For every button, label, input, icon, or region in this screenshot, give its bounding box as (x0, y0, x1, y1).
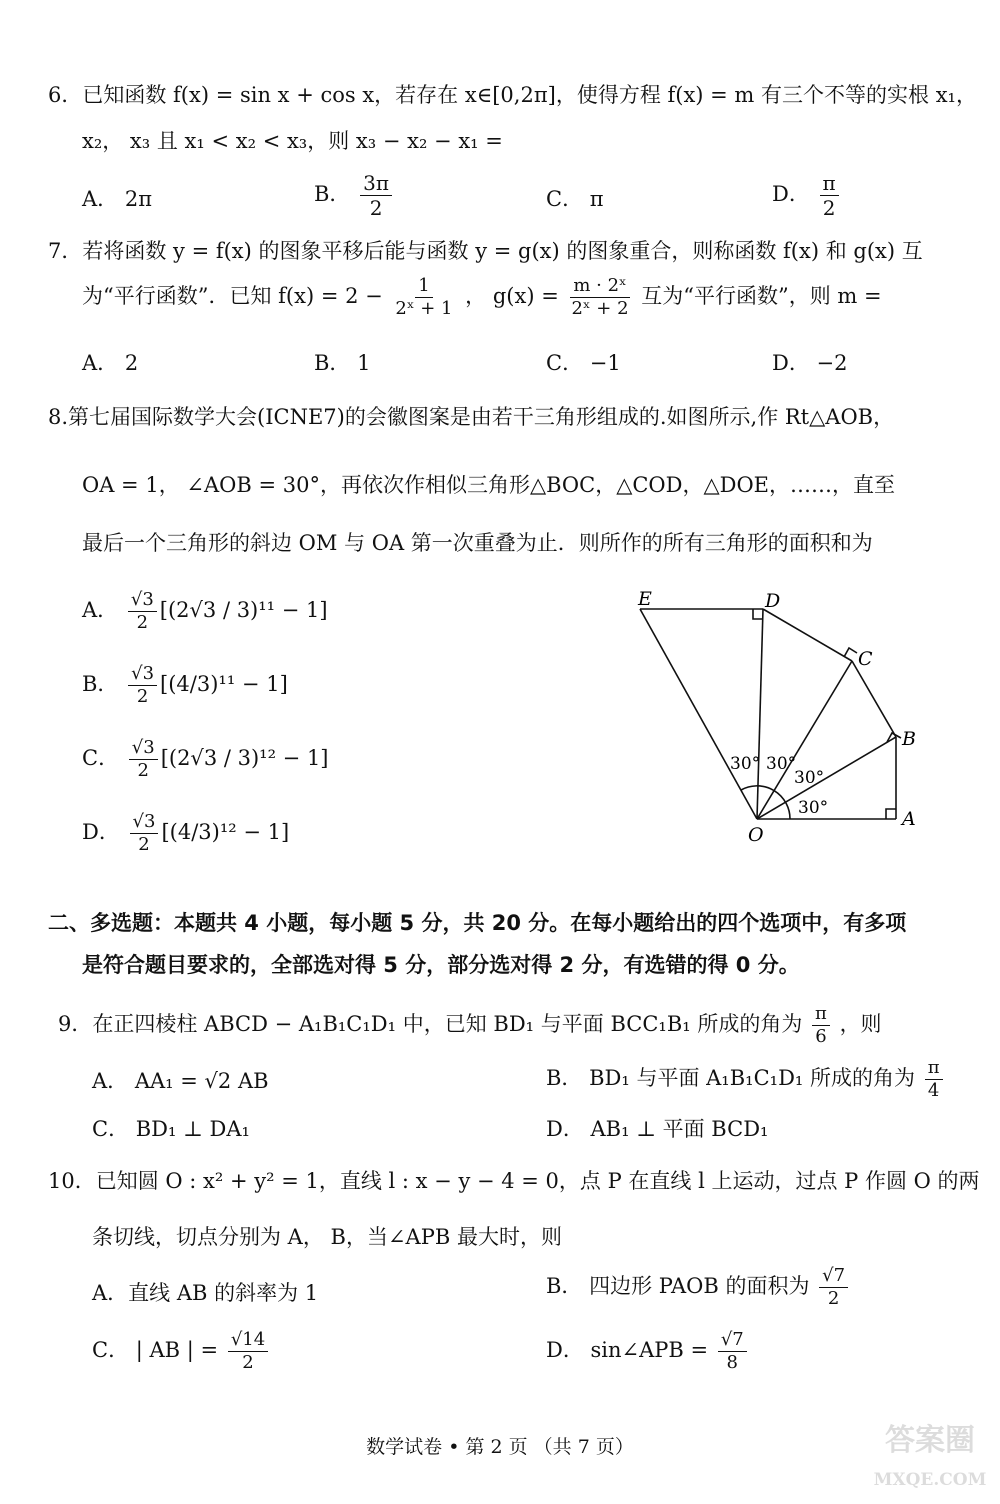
fraction-denominator: 2ˣ + 2 (571, 297, 629, 319)
q8-line2: OA = 1， ∠AOB = 30°，再依次作相似三角形△BOC，△COD，△DOE，……，直至 (82, 473, 895, 497)
fraction-numerator: √7 (819, 1266, 848, 1288)
q8-option-c-coefficient (129, 738, 158, 781)
fraction-denominator: 2 (827, 1287, 840, 1309)
q9-line1-part-a: 9．在正四棱柱 ABCD − A₁B₁C₁D₁ 中，已知 BD₁ 与平面 BCC₁B₁ 所成的角为 (58, 1011, 803, 1036)
q9-option-c: C． BD₁ ⊥ DA₁ (92, 1117, 250, 1141)
q8-line1: 8.第七届国际数学大会(ICNE7)的会徽图案是由若干三角形组成的.如图所示,作 Rt△AOB， (48, 405, 895, 429)
q8-option-a-expression: [(2√3 / 3)¹¹ − 1] (159, 597, 328, 622)
fraction-numerator: m · 2ˣ (570, 276, 629, 298)
q7-g-fraction (568, 276, 631, 319)
fraction-denominator: 2 (136, 611, 149, 633)
q9-option-d: D． AB₁ ⊥ 平面 BCD₁ (546, 1117, 769, 1141)
angle-label-2: 30° (766, 754, 797, 774)
q10-option-c (92, 1330, 271, 1373)
fraction-denominator: 6 (815, 1025, 827, 1047)
q6-option-b (314, 172, 395, 219)
q6-option-d (772, 172, 842, 219)
q6-line1: 6．已知函数 f(x) = sin x + cos x，若存在 x∈[0,2π]，使得方程 f(x) = m 有三个不等的实根 x₁， (48, 83, 977, 107)
point-label-d: D (765, 590, 781, 612)
angle-label-1: 30° (730, 754, 761, 774)
point-label-c: C (858, 648, 873, 670)
q7-line2 (82, 276, 882, 319)
fraction-numerator: 3π (360, 172, 392, 196)
fraction-numerator: π (820, 172, 839, 196)
right-angle-a (886, 809, 896, 819)
angle-label-4: 30° (798, 798, 829, 818)
q7-line2-part-a: 为“平行函数”．已知 f(x) = 2 − (82, 283, 383, 308)
fraction-numerator: √7 (718, 1330, 747, 1352)
point-label-a: A (902, 808, 916, 830)
fraction-numerator: π (925, 1058, 943, 1080)
q8-option-c-label: C． (82, 745, 120, 770)
segment-oe (640, 609, 757, 819)
q9-option-b-fraction (925, 1058, 943, 1101)
fraction-numerator: √3 (130, 812, 159, 834)
q7-option-d: D． −2 (772, 351, 848, 375)
q8-option-d (82, 812, 289, 855)
q8-option-d-coefficient (130, 812, 159, 855)
q6-option-d-label: D． (772, 182, 810, 206)
q6-option-b-fraction (360, 172, 392, 219)
q8-option-c (82, 738, 329, 781)
q8-option-b-label: B． (82, 671, 119, 696)
q6-option-d-fraction (820, 172, 839, 219)
q7-f-fraction (392, 276, 455, 319)
q8-option-d-expression: [(4/3)¹² − 1] (161, 819, 290, 844)
fraction-denominator: 2 (242, 1351, 254, 1373)
q10-option-d-text: D． sin∠APB = (546, 1337, 709, 1362)
q6-option-b-label: B． (314, 182, 351, 206)
fraction-numerator: √14 (228, 1330, 268, 1352)
q10-option-a: A．直线 AB 的斜率为 1 (92, 1281, 319, 1305)
q10-option-d (546, 1330, 750, 1373)
page-footer: 数学试卷 • 第 2 页 （共 7 页） (366, 1436, 634, 1458)
right-angle-c (844, 648, 857, 657)
watermark-logo (870, 1410, 990, 1495)
q9-option-b-text: B． BD₁ 与平面 A₁B₁C₁D₁ 所成的角为 (546, 1065, 915, 1090)
q8-option-a-coefficient (128, 590, 157, 633)
fraction-denominator: 2ˣ + 1 (395, 297, 453, 319)
segment-od (757, 609, 763, 819)
q8-option-a (82, 590, 328, 633)
q9-line1 (58, 1004, 882, 1047)
section2-line1: 二、多选题：本题共 4 小题，每小题 5 分，共 20 分。在每小题给出的四个选项中，有多项 (48, 911, 907, 935)
fraction-numerator: 1 (415, 276, 432, 298)
q7-option-b: B． 1 (314, 351, 371, 375)
q7-option-c: C． −1 (546, 351, 621, 375)
fraction-denominator: 2 (136, 685, 149, 707)
q9-option-a: A． AA₁ = √2 AB (92, 1069, 269, 1093)
watermark-top-text: 答案圈 (885, 1423, 975, 1458)
q9-line1-part-b: ，则 (839, 1011, 882, 1036)
q10-line1: 10．已知圆 O : x² + y² = 1，直线 l : x − y − 4 = 0，点 P 在直线 l 上运动，过点 P 作圆 O 的两 (48, 1169, 980, 1193)
q9-angle-fraction (812, 1004, 830, 1047)
fraction-numerator: π (812, 1004, 830, 1026)
q6-option-c: C． π (546, 187, 604, 211)
watermark-bottom-text: MXQE.COM (873, 1470, 987, 1490)
q8-option-b-coefficient (128, 664, 157, 707)
q10-option-d-fraction (718, 1330, 747, 1373)
fraction-denominator: 4 (927, 1079, 940, 1101)
q7-line1: 7．若将函数 y = f(x) 的图象平移后能与函数 y = g(x) 的图象重合，则称函数 f(x) 和 g(x) 互 (48, 239, 923, 263)
fraction-denominator: 2 (138, 833, 150, 855)
q6-line2: x₂， x₃ 且 x₁ < x₂ < x₃，则 x₃ − x₂ − x₁ = (82, 129, 503, 153)
q10-line2: 条切线，切点分别为 A， B，当∠APB 最大时，则 (92, 1225, 562, 1249)
segment-cb (852, 661, 896, 737)
q10-option-c-text: C． | AB | = (92, 1337, 219, 1362)
point-label-b: B (902, 728, 916, 750)
q8-option-b-expression: [(4/3)¹¹ − 1] (160, 671, 288, 696)
fraction-numerator: √3 (128, 664, 157, 686)
q8-option-d-label: D． (82, 819, 120, 844)
angle-label-3: 30° (794, 768, 825, 788)
q8-line3: 最后一个三角形的斜边 OM 与 OA 第一次重叠为止．则所作的所有三角形的面积和为 (82, 531, 873, 555)
q7-line2-part-c: 互为“平行函数”，则 m = (641, 283, 882, 308)
q10-option-b-text: B． 四边形 PAOB 的面积为 (546, 1273, 810, 1298)
q10-option-b (546, 1266, 851, 1309)
q9-option-b (546, 1058, 946, 1101)
fraction-denominator: 2 (369, 196, 383, 220)
q7-option-a: A． 2 (82, 351, 139, 375)
segment-dc (763, 609, 852, 661)
q10-option-b-fraction (819, 1266, 848, 1309)
segment-oc (757, 661, 852, 819)
q6-option-a: A． 2π (82, 187, 153, 211)
q8-geometry-diagram (620, 585, 940, 850)
fraction-numerator: √3 (129, 738, 158, 760)
point-label-e: E (638, 588, 652, 610)
fraction-denominator: 2 (822, 196, 836, 220)
q8-option-c-expression: [(2√3 / 3)¹² − 1] (160, 745, 329, 770)
q7-line2-part-b: ， g(x) = (465, 283, 559, 308)
section2-line2: 是符合题目要求的，全部选对得 5 分，部分选对得 2 分，有选错的得 0 分。 (82, 953, 800, 977)
q10-option-c-fraction (228, 1330, 268, 1373)
point-label-o: O (748, 824, 764, 846)
right-angle-d (753, 609, 763, 619)
fraction-denominator: 2 (137, 759, 149, 781)
q8-option-a-label: A． (82, 597, 119, 622)
fraction-denominator: 8 (726, 1351, 738, 1373)
q8-option-b (82, 664, 288, 707)
fraction-numerator: √3 (128, 590, 157, 612)
